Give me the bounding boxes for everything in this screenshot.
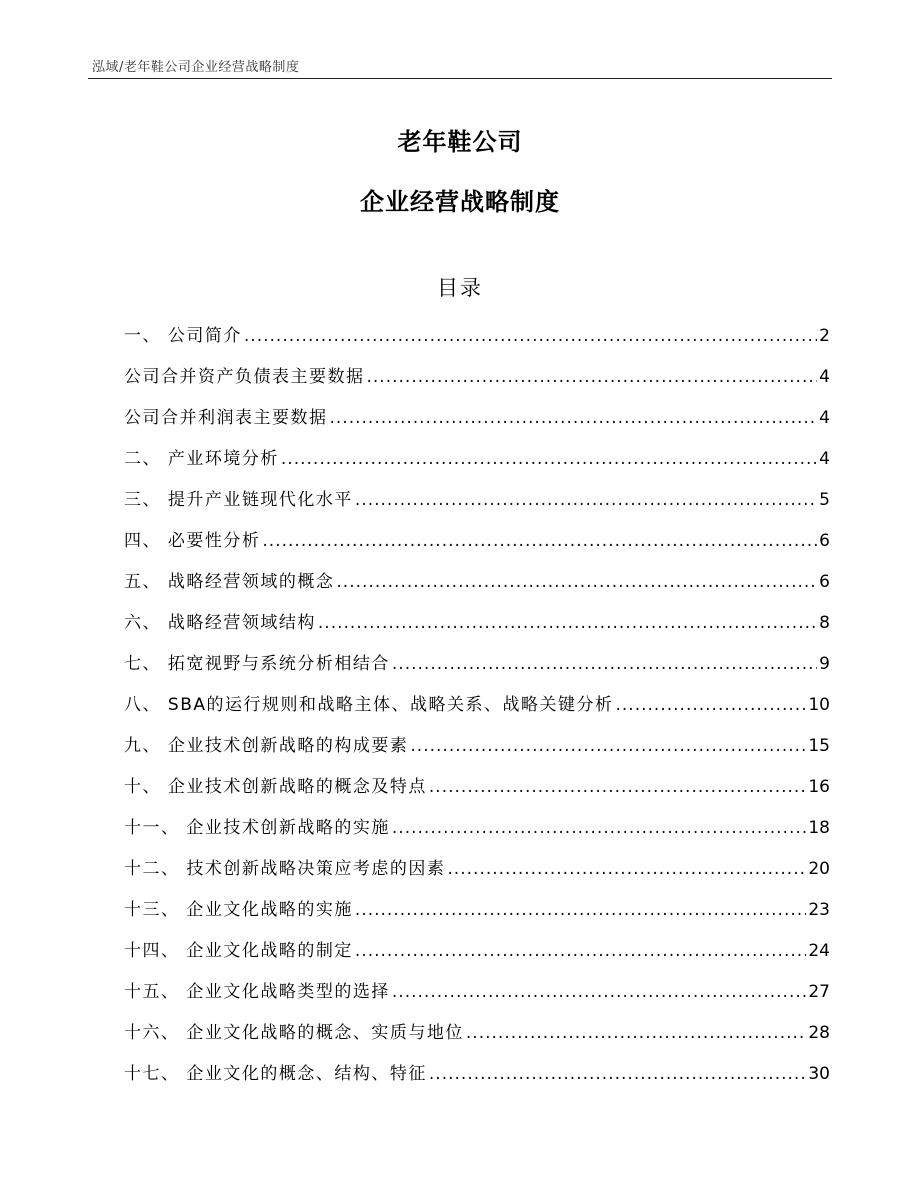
toc-entry-page: 27 (808, 982, 830, 1002)
toc-entry-page: 23 (808, 900, 830, 920)
toc-entry-page: 20 (808, 859, 830, 879)
toc-entry[interactable] (124, 938, 830, 979)
toc-entry-page: 4 (819, 449, 830, 469)
toc-entry[interactable] (124, 1061, 830, 1102)
toc-dot-leader (392, 815, 806, 841)
toc-entry-page: 2 (819, 326, 830, 346)
table-of-contents (124, 323, 830, 1102)
toc-entry[interactable] (124, 1020, 830, 1061)
toc-entry-label: 九、 企业技术创新战略的构成要素 (124, 736, 409, 756)
toc-entry[interactable] (124, 610, 830, 651)
toc-dot-leader (355, 487, 817, 513)
toc-entry-label: 十一、 企业技术创新战略的实施 (124, 818, 390, 838)
toc-entry-label: 三、 提升产业链现代化水平 (124, 490, 353, 510)
toc-dot-leader (429, 774, 806, 800)
toc-entry-page: 4 (819, 408, 830, 428)
toc-entry[interactable] (124, 979, 830, 1020)
toc-entry-label: 十四、 企业文化战略的制定 (124, 941, 353, 961)
toc-dot-leader (367, 364, 818, 390)
toc-entry[interactable] (124, 487, 830, 528)
toc-entry-page: 4 (819, 367, 830, 387)
toc-entry-page: 6 (819, 572, 830, 592)
toc-dot-leader (447, 856, 806, 882)
toc-dot-leader (262, 528, 817, 554)
toc-entry[interactable] (124, 815, 830, 856)
toc-dot-leader (355, 897, 806, 923)
toc-dot-leader (466, 1020, 806, 1046)
toc-entry[interactable] (124, 528, 830, 569)
toc-entry[interactable] (124, 323, 830, 364)
toc-dot-leader (244, 323, 817, 349)
toc-entry[interactable] (124, 774, 830, 815)
toc-dot-leader (336, 569, 817, 595)
toc-entry-label: 公司合并资产负债表主要数据 (124, 367, 365, 387)
toc-dot-leader (355, 938, 806, 964)
toc-dot-leader (410, 733, 806, 759)
toc-entry[interactable] (124, 897, 830, 938)
toc-dot-leader (429, 1061, 806, 1087)
toc-entry-label: 十、 企业技术创新战略的概念及特点 (124, 777, 427, 797)
toc-entry-label: 十二、 技术创新战略决策应考虑的因素 (124, 859, 446, 879)
toc-entry-page: 9 (819, 654, 830, 674)
toc-entry[interactable] (124, 364, 830, 405)
toc-entry-page: 30 (808, 1064, 830, 1084)
toc-dot-leader (318, 610, 817, 636)
toc-entry-page: 15 (808, 736, 830, 756)
toc-entry[interactable] (124, 651, 830, 692)
toc-dot-leader (330, 405, 818, 431)
toc-dot-leader (392, 979, 806, 1005)
toc-entry[interactable] (124, 446, 830, 487)
toc-entry-label: 八、 SBA的运行规则和战略主体、战略关系、战略关键分析 (124, 695, 614, 715)
toc-entry-page: 8 (819, 613, 830, 633)
toc-entry-label: 十五、 企业文化战略类型的选择 (124, 982, 390, 1002)
toc-entry-label: 十六、 企业文化战略的概念、实质与地位 (124, 1023, 464, 1043)
toc-entry-label: 六、 战略经营领域结构 (124, 613, 316, 633)
document-subtitle: 企业经营战略制度 (360, 188, 560, 216)
toc-entry[interactable] (124, 405, 830, 446)
toc-dot-leader (392, 651, 817, 677)
toc-entry-label: 五、 战略经营领域的概念 (124, 572, 335, 592)
toc-entry-label: 十三、 企业文化战略的实施 (124, 900, 353, 920)
running-header: 泓域/老年鞋公司企业经营战略制度 (92, 60, 300, 75)
toc-entry-label: 一、 公司简介 (124, 326, 242, 346)
toc-entry-page: 6 (819, 531, 830, 551)
toc-entry-page: 10 (808, 695, 830, 715)
toc-entry-page: 5 (819, 490, 830, 510)
toc-entry[interactable] (124, 856, 830, 897)
toc-dot-leader (281, 446, 817, 472)
document-title: 老年鞋公司 (397, 128, 523, 156)
toc-entry[interactable] (124, 569, 830, 610)
toc-entry-page: 28 (808, 1023, 830, 1043)
toc-entry-label: 七、 拓宽视野与系统分析相结合 (124, 654, 390, 674)
toc-dot-leader (616, 692, 807, 718)
header-divider (88, 78, 832, 79)
toc-entry[interactable] (124, 692, 830, 733)
toc-entry-label: 四、 必要性分析 (124, 531, 261, 551)
toc-entry-page: 24 (808, 941, 830, 961)
toc-entry-label: 公司合并利润表主要数据 (124, 408, 328, 428)
toc-entry-label: 十七、 企业文化的概念、结构、特征 (124, 1064, 427, 1084)
toc-heading: 目录 (437, 276, 483, 300)
toc-entry[interactable] (124, 733, 830, 774)
toc-entry-page: 18 (808, 818, 830, 838)
toc-entry-label: 二、 产业环境分析 (124, 449, 279, 469)
toc-entry-page: 16 (808, 777, 830, 797)
